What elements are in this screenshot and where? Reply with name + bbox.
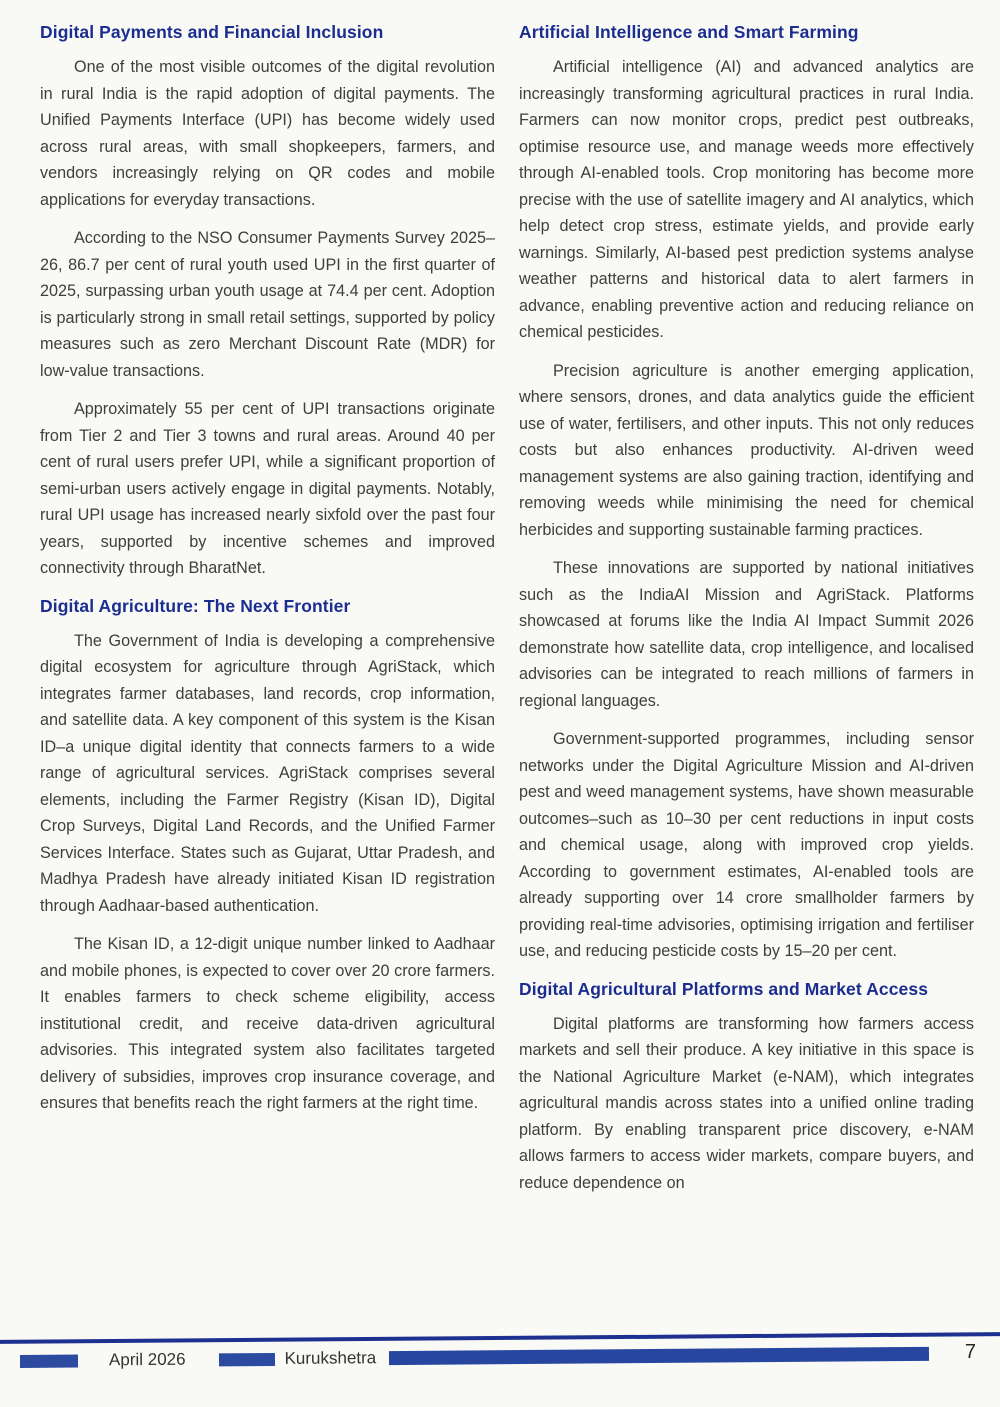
paragraph: Government-supported programmes, including sensor networks under the Digital Agriculture Mission and AI-driven pest and weed management systems, have shown measurable outcomes–such as 10–30 per cent reductions in input costs and chemical usage, along with improved crop yields. According to government estimates, AI-enabled tools are already supporting over 14 crore smallholder farmers by providing real-time advisories, optimising irrigation and fertiliser use, and reducing pesticide costs by 15–20 per cent. xyxy=(519,730,974,960)
section-ai-smart-farming xyxy=(519,22,974,965)
paragraph: Artificial intelligence (AI) and advanced analytics are increasingly transforming agricultural practices in rural India. Farmers can now monitor crops, predict pest outbreaks, optimise resource use, and manage weeds more effectively through AI-enabled tools. Crop monitoring has become more precise with the use of satellite imagery and AI analytics, which help detect crop stress, estimate yields, and provide early warnings. Similarly, AI-based pest prediction systems analyse weather patterns and historical data to alert farmers in advance, enabling preventive action and reducing reliance on chemical pesticides. xyxy=(519,58,974,341)
footer-magazine-title: Kurukshetra xyxy=(284,1348,377,1368)
paragraph: The Kisan ID, a 12-digit unique number linked to Aadhaar and mobile phones, is expected to cover over 20 crore farmers. It enables farmers to check scheme eligibility, access institutional credit, and receive data-driven agricultural advisories. This integrated system also facilitates targeted delivery of subsidies, improves crop insurance coverage, and ensures that benefits reach the right farmers at the right time. xyxy=(40,935,495,1112)
paragraph: The Government of India is developing a comprehensive digital ecosystem for agriculture through AgriStack, which integrates farmer databases, land records, crop information, and satellite data. A key component of this system is the Kisan ID–a unique digital identity that connects farmers to a wide range of agricultural services. AgriStack comprises several elements, including the Farmer Registry (Kisan ID), Digital Crop Surveys, Digital Land Records, and the Unified Farmer Services Interface. States such as Gujarat, Uttar Pradesh, and Madhya Pradesh have already initiated Kisan ID registration through Aadhaar-based authentication. xyxy=(40,631,495,915)
section-digital-platforms-market-access xyxy=(519,979,974,1197)
paragraph: One of the most visible outcomes of the digital revolution in rural India is the rapid adoption of digital payments. The Unified Payments Interface (UPI) has become widely used across rural areas, with small shopkeepers, farmers, and vendors increasingly relying on QR codes and mobile applications for everyday transactions. xyxy=(40,58,495,209)
paragraph: Approximately 55 per cent of UPI transactions originate from Tier 2 and Tier 3 towns and rural areas. Around 40 per cent of rural users prefer UPI, while a significant proportion of semi-urban users actively engage in digital payments. Notably, rural UPI usage has increased nearly sixfold over the past four years, supported by incentive schemes and improved connectivity through BharatNet. xyxy=(40,400,495,577)
section-heading: Artificial Intelligence and Smart Farming xyxy=(519,22,859,42)
footer-issue-date: April 2026 xyxy=(108,1349,186,1370)
section-heading: Digital Payments and Financial Inclusion xyxy=(40,22,384,42)
section-digital-agriculture xyxy=(40,596,495,1117)
page-footer xyxy=(20,1344,929,1371)
paragraph: Precision agriculture is another emerging application, where sensors, drones, and data analytics guide the efficient use of water, fertilisers, and other inputs. This not only reduces costs but also enhances productivity. AI-driven weed management systems are also gaining traction, identifying and removing weeds while minimising the need for chemical herbicides and supporting sustainable farming practices. xyxy=(519,361,974,539)
paragraph: According to the NSO Consumer Payments Survey 2025–26, 86.7 per cent of rural youth used UPI in the first quarter of 2025, surpassing urban youth usage at 74.4 per cent. Adoption is particularly strong in small retail settings, supported by policy measures such as zero Merchant Discount Rate (MDR) for low-value transactions. xyxy=(40,229,495,380)
section-heading: Digital Agricultural Platforms and Market Access xyxy=(519,978,929,999)
right-column xyxy=(519,16,974,1208)
paragraph: These innovations are supported by national initiatives such as the IndiaAI Mission and AgriStack. Platforms showcased at forums like the India AI Impact Summit 2026 demonstrate how satellite data, crop intelligence, and localised advisories can be integrated to reach millions of farmers in regional languages. xyxy=(519,559,974,710)
paragraph: Digital platforms are transforming how farmers access markets and sell their produce. A key initiative in this space is the National Agriculture Market (e-NAM), which integrates agricultural mandis across states into a unified online trading platform. By enabling transparent price discovery, e-NAM allows farmers to access wider markets, compare buyers, and reduce dependence on xyxy=(519,1014,974,1192)
page-number: 7 xyxy=(964,1341,976,1363)
footer-rule xyxy=(0,1332,1000,1343)
footer-accent-bar-long xyxy=(389,1347,929,1365)
left-column xyxy=(40,16,495,1208)
footer-accent-bar xyxy=(219,1353,275,1366)
section-heading: Digital Agriculture: The Next Frontier xyxy=(40,595,351,616)
section-digital-payments xyxy=(40,22,495,582)
footer-accent-bar xyxy=(20,1354,78,1367)
